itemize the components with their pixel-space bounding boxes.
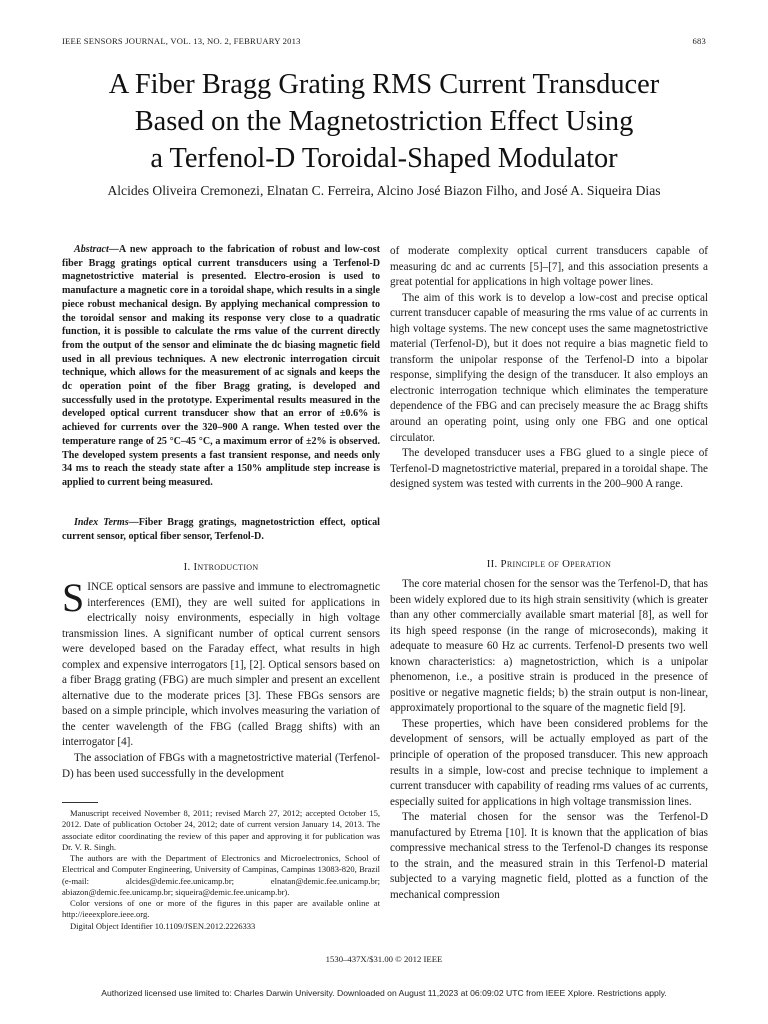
principle-paragraph-2: These properties, which have been considered problems for the development of sensors, will be actually employed as part of the principle of operation of the proposed transducer. This new approach results in a simple, low-cost and precise technique to implement a current transducer with capability of reading rms values of ac currents, especially suited for applications in high voltage transmission lines. [390,717,708,808]
abstract-text: A new approach to the fabrication of robust and low-cost fiber Bragg gratings optical current transducers using a Terfenol-D magnetostrictive material is presented. Electro-erosion is used to manufacture a magnetic core in a toroidal shape, which results in a single piece robust mechanical design. By applying mechanical compression to the toroidal sensor and making its response very close to a quadratic function, it is possible to calculate the rms value of the current directly from the output of the sensor and eliminate the dc biasing magnetic field used in all previous techniques. A new electronic interrogation circuit technique, which allows for the measurement of ac signals and keeps the dc operation point of the fiber Bragg grating, is developed and successfully used in the prototype. Experimental results measured in the developed optical current transducer show that an error of ±0.6% is achieved for currents over the 320–900 A range. When tested over the temperature range of 25 °C–45 °C, a maximum error of ±2% is observed. The developed system presents a fast transient response, and needs only 34 ms to reach the steady state after a 150% amplitude step increase is applied to current being measured. [62,244,380,488]
running-header [62,36,706,46]
license-notice: Authorized licensed use limited to: Charles Darwin University. Downloaded on August 11,2023 at 06:09:02 UTC from IEEE Xplore. Restrictions apply. [101,988,667,998]
section-numeral: II. [486,558,498,570]
intro-paragraph-2: The association of FBGs with a magnetostrictive material (Terfenol-D) has been used successfully in the development [62,752,380,780]
right-column-intro [390,244,708,493]
section-title: Introduction [193,561,259,573]
title-line-3: a Terfenol-D Toroidal-Shaped Modulator [150,143,618,174]
copyright-line: 1530–437X/$31.00 © 2012 IEEE [325,954,443,964]
section-heading-introduction [62,561,380,573]
footnote-doi: Digital Object Identifier 10.1109/JSEN.2012.2226333 [70,920,256,931]
section-numeral: I. [183,561,191,573]
intro-aim-paragraph: The aim of this work is to develop a low-cost and precise optical current transducer capable of measuring the rms value of ac currents in high voltage systems. The new concept uses the same magnetostrictive material (Terfenol-D), but it does not require a bias magnetic field to transform the unipolar response of the Terfenol-D into a bipolar response, simplifying the design of the transducer. It also employs an electronic interrogation technique which eliminates the temperature dependence of the FBG and can precisely measure the ac Bragg shifts around an operating point, using only one FBG and one optical circulator. [390,291,708,444]
author-list: Alcides Oliveira Cremonezi, Elnatan C. Ferreira, Alcino José Biazon Filho, and José A. Siqueira Dias [107,183,661,198]
journal-info: IEEE SENSORS JOURNAL, VOL. 13, NO. 2, FEBRUARY 2013 [62,36,301,46]
introduction-body [62,575,380,782]
intro-paragraph-1: optical sensors are passive and immune to electromagnetic interferences (EMI), they are well suited for applications in electrically noisy environments, especially in high voltage transmission lines. A significant number of optical current sensors were developed based on the Faraday effect, what results in high complex and expensive interrogators [1], [2]. Optical sensors based on a fiber Bragg grating (FBG) are much simpler and present an excellent alternative due to the moderate prices [3]. These FBGs sensors are based on a simple principle, which involves measuring the variation of the center wavelength of the FBG (called Bragg shifts) with an interrogator [4]. [62,581,380,749]
section-title: Principle of Operation [500,558,612,570]
index-terms-text: Fiber Bragg gratings, magnetostriction effect, optical current sensor, optical fiber sensor, Terfenol-D. [62,517,380,542]
footnotes [62,808,380,932]
title-line-1: A Fiber Bragg Grating RMS Current Transducer [108,69,660,100]
principle-body [390,577,708,903]
intro-lead-word: INCE [87,581,114,593]
footnote-divider [62,802,98,803]
footnote-received: Manuscript received November 8, 2011; revised March 27, 2012; accepted October 15, 2012. Date of publication October 24, 2012; date of current version January 14, 2013. The associate editor coordinating the review of this paper and approving it for publication was Dr. V. R. Singh. [62,808,380,852]
principle-paragraph-1: The core material chosen for the sensor was the Terfenol-D, that has been widely explored due to its high strain sensitivity (which is greater than any other commercially available smart material [8], as well for its high speed response (in the range of microseconds), making it adequate to measure 60 Hz ac currents. Terfenol-D presents two well known characteristics: a) magnetostriction, which is a unipolar phenomenon, i.e., a positive strain is produced in the presence of positive or negative magnetic fields; b) the strain output is non-linear, approximately proportional to the square of the magnetic field [9]. [390,578,708,715]
footnote-color: Color versions of one or more of the figures in this paper are available online at http://ieeexplore.ieee.org. [62,898,380,920]
drop-cap: S [62,575,85,620]
title-line-2: Based on the Magnetostriction Effect Using [134,106,634,137]
footnote-affiliation: The authors are with the Department of Electronics and Microelectronics, School of Electrical and Computer Engineering, University of Campinas, Campinas 13083-820, Brazil (e-mail: alcides@demic.fee.unicamp.br; elnatan@demic.fee.unicamp.br; abiazon@demic.fee.unicamp.br; siqueira@demic.fee.unicamp.br). [62,853,380,897]
section-heading-principle [390,558,708,570]
abstract-label: Abstract— [74,244,119,255]
principle-paragraph-3: The material chosen for the sensor was the Terfenol-D manufactured by Etrema [10]. It is known that the application of bias compressive mechanical stress to the Terfenol-D changes its response to the strain, and the measured strain in this Terfenol-D material subjected to a varying magnetic field, plotted as a function of the mechanical compression [390,811,708,901]
intro-continuation: of moderate complexity optical current transducers capable of measuring dc and ac currents [5]–[7], and this association presents a great potential for applications in high voltage power lines. [390,245,708,289]
intro-developed-paragraph: The developed transducer uses a FBG glued to a single piece of Terfenol-D magnetostrictive material, prepared in a toroidal shape. The designed system was tested with currents in the 200–900 A range. [390,447,708,491]
index-terms [62,516,380,543]
paper-title [40,66,728,177]
abstract [62,243,380,490]
page-number: 683 [692,36,706,46]
index-terms-label: Index Terms— [74,517,139,528]
